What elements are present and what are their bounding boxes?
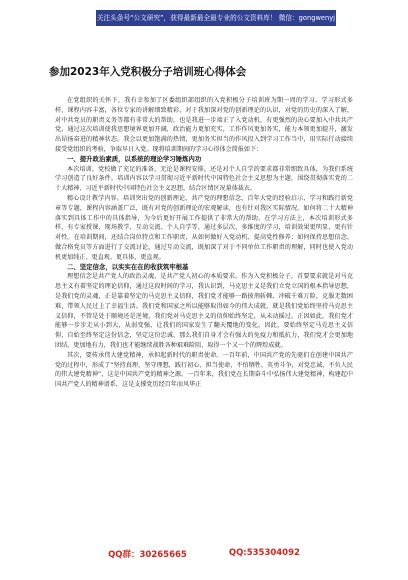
section-heading: 二、坚定信念，以实实在在的收获筑牢根基 (67, 262, 189, 271)
section-heading: 一、提升政治素质，以系统的理论学习锤炼内功 (67, 154, 202, 163)
banner-text: 关注头条号“公文研究”，获得最新最全最专业的公文资料库！ 微信：gongwenyj (96, 13, 336, 22)
paragraph: 其次，要传承伟大建党精神，承担起新时代的职责使命。一百年前，中国共产党的先驱们在创建中国共产党的过程中，形成了“坚持真理、坚守理想，践行初心、担当使命，不怕牺牲、英勇斗争，对党忠诚、不负人民的伟大建党精神”，这是中国共产党的精神之源。一百年来，我们党在长期奋斗中弘扬伟大建党精神，构建起中国共产党人的精神谱系，这是支撑党历经百年而风华正 (55, 351, 353, 389)
paragraph: 本次培训，党校做了充足的准备，无论是课程安排，还是对个人自学的要求都非常细致具体，为我们系统学习创造了良好条件。培训内容以学习贯彻习近平新时代中国特色社会主义思想为主题，围绕贯彻落实党的二十大精神、习近平新时代中国特色社会主义思想，结合区情区况量体裁衣。 (55, 165, 353, 193)
paragraph: 理想信念是共产党人的政治灵魂，是共产党人初心的本质要求。作为入党积极分子，首要要求就是对马克思主义有着坚定的理论信仰，通过这段时间的学习，我认识到，马克思主义是我们立党立国的根本指导思想，是我们党的灵魂，正是靠着坚定的马克思主义信仰，我们党才能够一路披荆斩棘、冲破千难万险，克服无数困难，带领人民过上了幸福生活。我们党和国家之所以能够取得如今的伟大成就，就是我们党始终坚持马克思主义信仰，不管是处于顺境还是逆境，我们党对马克思主义的信仰始终坚定，从未动摇过。正因如此，我们党才能够一步步走从小到大，从弱变强，让我们的国家发生了翻天覆地的变化。因此，要始终坚定马克思主义信仰，自始至终坚定这份信念，坚定这份忠诚，那么我们自身才会有强大的免疫力和抵抗力，我们党才会更加地团结，更加地有力，我们也才能继续战胜各种艰难险阻，取得一个又一个的辉煌成就。 (55, 273, 353, 349)
footer-contact (0, 548, 408, 560)
footer-qq: QQ:535304092 (228, 548, 300, 558)
header-banner[interactable] (96, 10, 336, 26)
paragraph: 在党组织的关怀下，我有幸参加了区委组织部组织的入党积极分子培训班为期一周的学习。学习形式多样，课程内容丰富，各位专家的讲解细致精彩，对于我加深对党的创新理论的认识，对党的历史的深入了解，对中共党员的职责义务等都有非常大的帮助，也是我进一步端正了入党动机，有更强烈的决心要加入中共共产党，通过这次培训使我思想境界更加开阔，政治能力更加充实，工作作风更加务实，能力本领更加提升，激发出昂扬奋进的精神状态。我会以更加饱满的热情，更加务实担当的作风投入到学习工作当中，用实际行动接续接受党组织的考验，争取早日入党。现将培训期间的学习心得体会简报如下： (55, 97, 353, 153)
document-title: 参加2023年入党积极分子培训班心得体会 (49, 66, 247, 78)
document-body (55, 96, 353, 390)
paragraph: 精心设计教学内容。培训突出党的创新理论、共产党的理想信念、百年大党的经验启示、学习和践行新党章等专题，课程内容涵盖广泛，既有对党的创新理论的宏观解读，也有针对我区实际情况。如何将二十大精神落实到具体工作中的具体指导，为今后更好开展工作提供了非常大的帮助。在学习方法上，本次培训形式多样，有专家授课、现场教学、互动交流、个人自学等，通过多层次、多维度的学习，培训效果更明显、更有针对性。在培训期间，还结合岗位特点和工作职责，从如何做好入党动机、提高党性修养；如何保持思想信念、做合格党员等方面进行了交流讨论，通过互动交流，既加深了对于不同单位工作职责的理解，同时也使入党动机更加纯正、更直观、更具体、更直观。 (55, 194, 353, 261)
footer-qq-group: QQ群：30265665 (108, 550, 187, 560)
